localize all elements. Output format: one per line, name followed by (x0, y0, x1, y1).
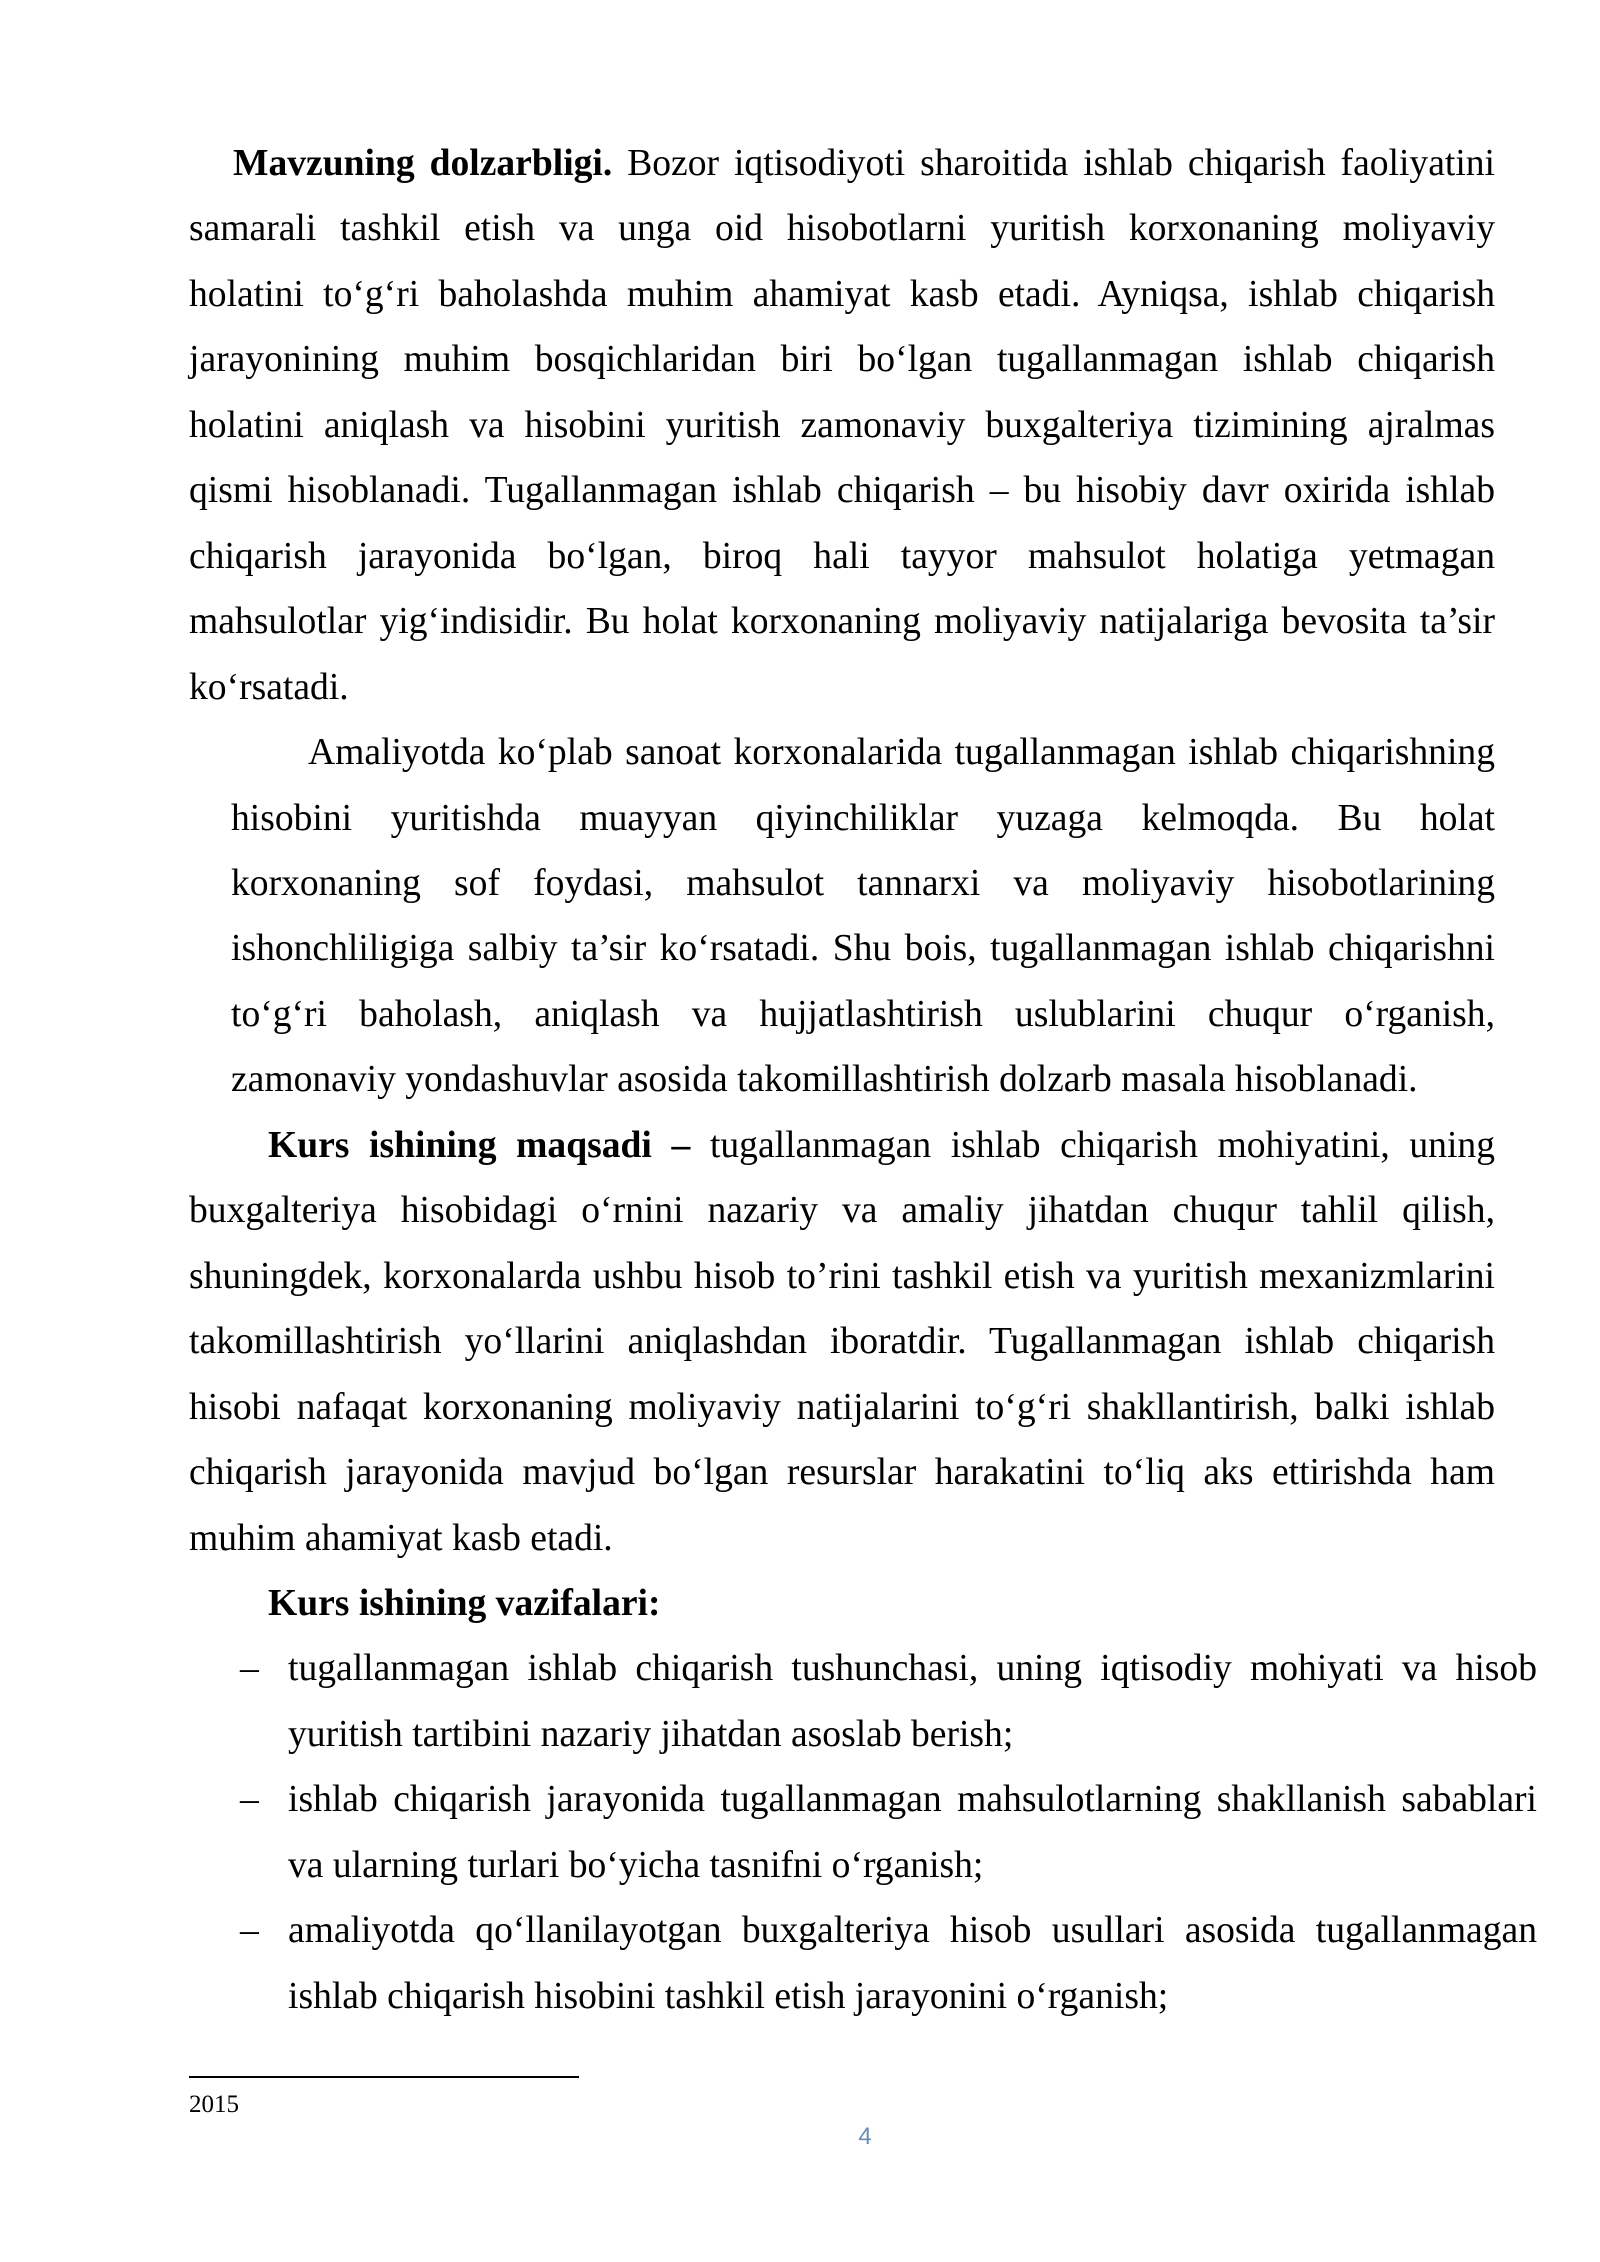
task-item (189, 1898, 1537, 2029)
relevance-line: holatini aniqlash va hisobini yuritish zamonaviy buxgalteriya tizimining ajralmas (189, 404, 1495, 446)
document-body (189, 131, 1537, 2029)
relevance-line: chiqarish jarayonida bo‘lgan, biroq hali tayyor mahsulot holatiga yetmagan (189, 535, 1495, 577)
practice-line: Amaliyotda ko‘plab sanoat korxonalarida tugallanmagan ishlab chiqarishning (308, 732, 1495, 774)
tasks-list (189, 1636, 1537, 2029)
goal-line (189, 1113, 1495, 1178)
task-item-line: ishlab chiqarish hisobini tashkil etish jarayonini o‘rganish; (288, 1975, 1169, 2017)
goal-paragraph (189, 1113, 1495, 1571)
relevance-text: Bozor iqtisodiyoti sharoitida ishlab chiqarish faoliyatini (627, 143, 1495, 184)
goal-title: Kurs ishining maqsadi – (268, 1124, 691, 1166)
page-number: 4 (858, 2123, 872, 2150)
list-bullet: – (240, 1779, 259, 1821)
task-item-line: yuritish tartibini nazariy jihatdan asoslab berish; (288, 1713, 1014, 1755)
practice-line: hisobini yuritishda muayyan qiyinchiliklar yuzaga kelmoqda. Bu holat (231, 797, 1495, 839)
relevance-paragraph (189, 131, 1495, 720)
practice-paragraph (231, 720, 1495, 1113)
practice-line: ishonchliligiga salbiy ta’sir ko‘rsatadi. Shu bois, tugallanmagan ishlab chiqarishni (231, 928, 1495, 970)
tasks-heading (189, 1571, 1495, 1636)
goal-line: shuningdek, korxonalarda ushbu hisob to’rini tashkil etish va yuritish mexanizmlarini (189, 1255, 1495, 1297)
relevance-line: ko‘rsatadi. (189, 666, 349, 708)
footnote-text: 2015 (189, 2091, 239, 2118)
goal-text: tugallanmagan ishlab chiqarish mohiyatini, uning (709, 1124, 1495, 1166)
goal-line: muhim ahamiyat kasb etadi. (189, 1517, 613, 1559)
task-item-line: amaliyotda qo‘llanilayotgan buxgalteriya hisob usullari asosida tugallanmagan (288, 1910, 1537, 1952)
tasks-heading-text: Kurs ishining vazifalari: (268, 1582, 661, 1624)
relevance-line: qismi hisoblanadi. Tugallanmagan ishlab chiqarish – bu hisobiy davr oxirida ishlab (189, 470, 1495, 512)
task-item-line: ishlab chiqarish jarayonida tugallanmagan mahsulotlarning shakllanish sabablari (288, 1779, 1537, 1821)
relevance-line: holatini to‘g‘ri baholashda muhim ahamiyat kasb etadi. Ayniqsa, ishlab chiqarish (189, 273, 1495, 315)
practice-line: korxonaning sof foydasi, mahsulot tannarxi va moliyaviy hisobotlarining (231, 862, 1495, 904)
task-item (189, 1636, 1537, 1767)
list-bullet: – (240, 1648, 259, 1690)
goal-line: chiqarish jarayonida mavjud bo‘lgan resurslar harakatini to‘liq aks ettirishda ham (189, 1452, 1495, 1494)
task-item (189, 1767, 1537, 1898)
practice-line: to‘g‘ri baholash, aniqlash va hujjatlashtirish uslublarini chuqur o‘rganish, (231, 993, 1495, 1035)
relevance-line: mahsulotlar yig‘indisidir. Bu holat korxonaning moliyaviy natijalariga bevosita ta’sir (189, 601, 1495, 643)
goal-line: buxgalteriya hisobidagi o‘rnini nazariy va amaliy jihatdan chuqur tahlil qilish, (189, 1190, 1495, 1232)
task-item-line: tugallanmagan ishlab chiqarish tushunchasi, uning iqtisodiy mohiyati va hisob (288, 1648, 1537, 1690)
task-item-line: va ularning turlari bo‘yicha tasnifni o‘rganish; (288, 1844, 984, 1886)
goal-line: hisobi nafaqat korxonaning moliyaviy natijalarini to‘g‘ri shakllantirish, balki ishlab (189, 1386, 1495, 1428)
relevance-line (189, 131, 1495, 196)
footnote-separator (189, 2076, 579, 2078)
list-bullet: – (240, 1910, 259, 1952)
practice-line: zamonaviy yondashuvlar asosida takomillashtirish dolzarb masala hisoblanadi. (231, 1059, 1418, 1101)
goal-line: takomillashtirish yo‘llarini aniqlashdan iboratdir. Tugallanmagan ishlab chiqarish (189, 1321, 1495, 1363)
relevance-line: samarali tashkil etish va unga oid hisobotlarni yuritish korxonaning moliyaviy (189, 208, 1495, 250)
relevance-title: Mavzuning dolzarbligi. (233, 143, 613, 184)
relevance-line: jarayonining muhim bosqichlaridan biri bo‘lgan tugallanmagan ishlab chiqarish (189, 339, 1495, 381)
